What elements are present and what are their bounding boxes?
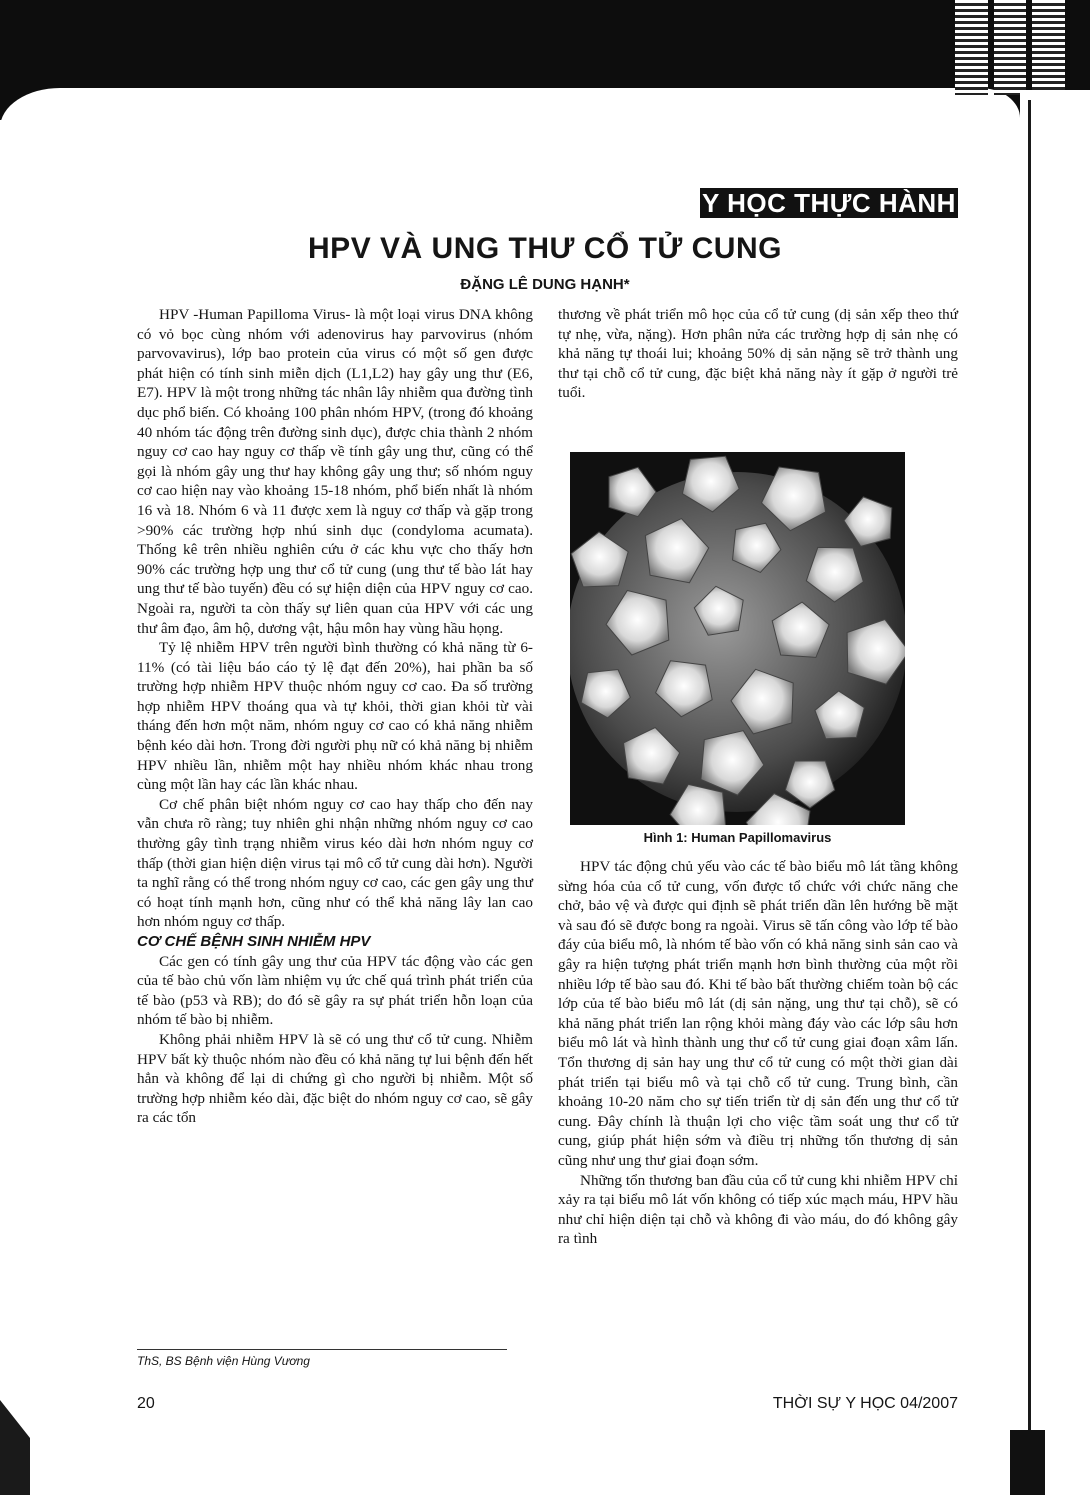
page-number: 20 bbox=[137, 1395, 155, 1412]
scan-binding-stripes bbox=[955, 0, 1065, 95]
scan-page-curve bbox=[0, 88, 1020, 158]
journal-footer: THỜI SỰ Y HỌC 04/2007 bbox=[772, 1395, 958, 1412]
paragraph: Những tổn thương ban đầu của cổ tử cung khi nhiễm HPV chỉ xảy ra tại biểu mô lát vốn không có tiếp xúc mạch máu, HPV hầu như chỉ hiện diện tại chỗ và không đi vào máu, do đó không gây ra tình bbox=[558, 1171, 958, 1248]
right-column-top bbox=[558, 305, 958, 403]
left-column bbox=[137, 305, 533, 1128]
right-column-bottom bbox=[558, 857, 958, 1249]
footnote-rule bbox=[137, 1349, 507, 1350]
paragraph: thương về phát triển mô học của cổ tử cung (dị sản xếp theo thứ tự nhẹ, vừa, nặng). Hơn phân nửa các trường hợp dị sản nhẹ có khả năng tự thoái lui; khoảng 50% dị sản nặng sẽ trở thành ung thư tại chỗ cổ tử cung, đặc biệt khả năng này ít gặp ở người trẻ tuổi. bbox=[558, 306, 958, 402]
paragraph: Các gen có tính gây ung thư của HPV tác động vào các gen của tế bào chủ vốn làm nhiệm vụ ức chế quá trình phát triển của tế bào (p53 và RB); do đó sẽ gây ra sự phát triển hỗn loạn của nhóm tế bào bị nhiễm. bbox=[137, 952, 533, 1029]
paragraph: Không phải nhiễm HPV là sẽ có ung thư cổ tử cung. Nhiễm HPV bất kỳ thuộc nhóm nào đều có khả năng tự lui bệnh đến hết hẳn và không để lại di chứng gì cho người bị nhiễm. Một số trường hợp nhiễm kéo dài, đặc biệt do nhóm nguy cơ cao, sẽ gây ra các tổn bbox=[137, 1030, 533, 1127]
virus-micrograph-icon bbox=[570, 452, 905, 825]
paragraph: Tỷ lệ nhiễm HPV trên người bình thường có khả năng từ 6-11% (có tài liệu báo cáo tỷ lệ đạt đến 20%), hai phần ba số trường hợp nhiễm HPV thuộc nhóm nguy cơ cao. Đa số trường hợp nhiễm HPV thoáng qua và tự khỏi, thời gian khỏi từ vài tháng đến hơn một năm, nhóm nguy cơ cao có khả năng nhiễm bệnh kéo dài hơn. Trong đời người phụ nữ có khả năng bị nhiễm HPV nhiều lần, nhiễm một hay nhiều nhóm khác nhau trong cùng một lần hay các lần khác nhau. bbox=[137, 639, 533, 794]
paragraph: HPV -Human Papilloma Virus- là một loại virus DNA không có vỏ bọc cùng nhóm với adenovirus hay parvovirus (nhóm parvovavirus), lớp bao protein của virus có một số gen được phát hiện có tính sinh miễn dịch (L1,L2) hay gây ung thư (E6, E7). HPV là một trong những tác nhân lây nhiễm qua đường tình dục phổ biến. Có khoảng 100 phân nhóm HPV, (trong đó khoảng 40 nhóm tác động trên đường sinh dục), được chia thành 2 nhóm nguy cơ cao hay nguy cơ thấp về tính gây ung thư, cũng có thể gọi là nhóm gây ung thư hay không gây ung thư; số nhóm nguy cơ cao hiện nay vào khoảng 15-18 nhóm, phổ biến nhất là nhóm 16 và 18. Nhóm 6 và 11 được xem là nguy cơ thấp và gặp trong >90% các trường hợp nhú sinh dục (condyloma acumata). Thống kê trên nhiều nghiên cứu ở các khu vực cho thấy hơn 90% các trường hợp ung thư cổ tử cung (ung thư tế bào lát hay ung thư tế bào tuyến) đều có sự hiện diện của HPV nguy cơ cao. Ngoài ra, người ta còn thấy sự liên quan của HPV với các ung thư âm đạo, âm hộ, dương vật, hậu môn hay vùng hầu họng. bbox=[137, 306, 533, 637]
figure-caption: Hình 1: Human Papillomavirus bbox=[643, 830, 832, 845]
paragraph: Cơ chế phân biệt nhóm nguy cơ cao hay thấp cho đến nay vẫn chưa rõ ràng; tuy nhiên ghi nhận những nhóm nguy cơ cao thường gây tình trạng nhiễm virus kéo dài hơn nhóm nguy cơ thấp (thời gian hiện diện virus tại mô cổ tử cung dài hơn). Người ta nghĩ rằng có thể trong nhóm nguy cơ cao, các gen gây ung thư có hoạt tính mạnh hơn, cũng như có thể khả năng lây lan cao hơn nhóm nguy cơ thấp. bbox=[137, 795, 533, 931]
paragraph: HPV tác động chủ yếu vào các tế bào biểu mô lát tầng không sừng hóa của cổ tử cung, vốn được tổ chức với chức năng che chở, bảo vệ và được qui định sẽ phát triển dần lên hướng bề mặt và sau đó sẽ được bong ra ngoài. Virus sẽ tấn công vào lớp tế bào đáy của biểu mô, là nhóm tế bào vốn có khả năng sinh sản cao và gây ra hiện tượng phát triển mạnh hơn bình thường của một rồi nhiều lớp tế bào sau đó. Khi tế bào bất thường chiếm toàn bộ các lớp của tế bào biểu mô lát (dị sản nặng, ung thư tại chỗ), sẽ có khả năng phát triển lan rộng khỏi màng đáy vào các lớp sâu hơn biểu mô lát và hình thành ung thư cổ tử cung giai đoạn xâm lấn. Tổn thương dị sản hay ung thư cổ tử cung có một thời gian dài phát triển tại biểu mô và tại chỗ cổ tử cung. Trung bình, cần khoảng 10-20 năm cho sự tiến triển từ dị sản đến ung thư cổ tử cung. Đây chính là thuận lợi cho việc tầm soát ung thư cổ tử cung, giúp phát hiện sớm và điều trị những tổn thương dị sản cũng như ung thư giai đoạn sớm. bbox=[558, 858, 958, 1169]
section-tag: Y HỌC THỰC HÀNH bbox=[700, 188, 958, 218]
article-title: HPV VÀ UNG THƯ CỔ TỬ CUNG bbox=[308, 232, 782, 265]
article-author: ĐẶNG LÊ DUNG HẠNH* bbox=[460, 276, 630, 293]
scan-right-rule bbox=[1028, 100, 1031, 1480]
footnote: ThS, BS Bệnh viện Hùng Vương bbox=[137, 1354, 310, 1368]
scan-left-edge bbox=[0, 1400, 30, 1495]
section-heading: CƠ CHẾ BỆNH SINH NHIỄM HPV bbox=[137, 933, 371, 950]
scan-corner-mark bbox=[1010, 1430, 1045, 1495]
